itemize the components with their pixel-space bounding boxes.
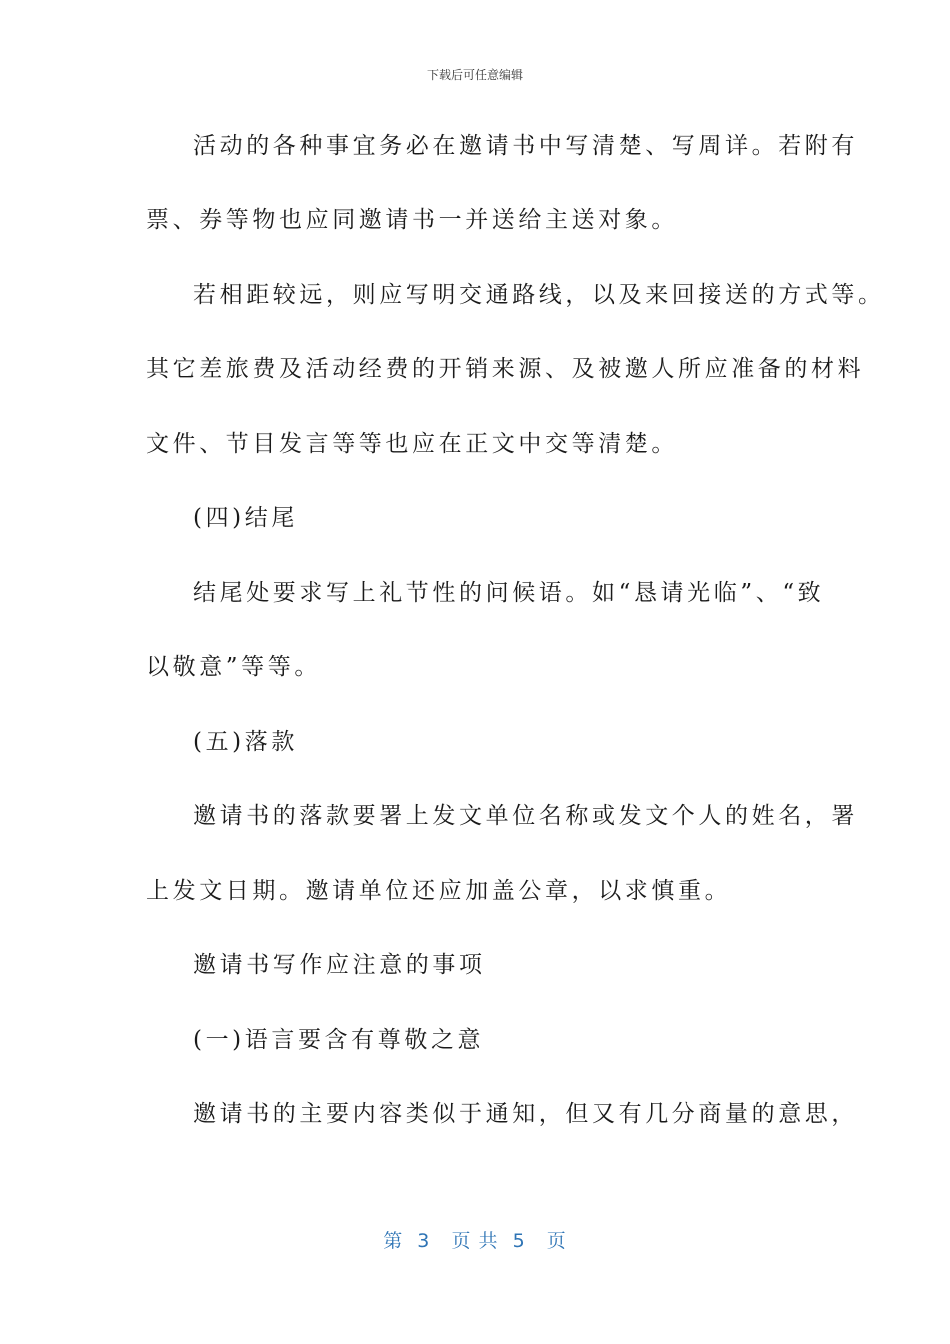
paragraph-line: 以敬意”等等。 [146,654,321,680]
paragraph-line: 若相距较远，则应写明交通路线，以及来回接送的方式等。 [193,282,885,308]
paragraph-line: 邀请书的主要内容类似于通知，但又有几分商量的意思， [193,1101,858,1127]
paragraph-line: 票、券等物也应同邀请书一并送给主送对象。 [146,207,678,233]
paragraph-line: 文件、节目发言等等也应在正文中交等清楚。 [146,431,678,457]
section-heading: (四)结尾 [193,505,298,531]
page-number-footer: 第 3 页 共 5 页 [383,1230,567,1252]
paragraph-line: 活动的各种事宜务必在邀请书中写清楚、写周详。若附有 [193,133,858,159]
paragraph-line: 邀请书的落款要署上发文单位名称或发文个人的姓名，署 [193,803,858,829]
page-header: 下载后可任意编辑 [426,68,523,82]
section-heading: 邀请书写作应注意的事项 [193,952,486,978]
section-heading: (一)语言要含有尊敬之意 [193,1027,485,1053]
paragraph-line: 结尾处要求写上礼节性的问候语。如“恳请光临”、“致 [193,580,825,606]
section-heading: (五)落款 [193,729,298,755]
paragraph-line: 其它差旅费及活动经费的开销来源、及被邀人所应准备的材料 [146,356,865,382]
paragraph-line: 上发文日期。邀请单位还应加盖公章，以求慎重。 [146,878,732,904]
